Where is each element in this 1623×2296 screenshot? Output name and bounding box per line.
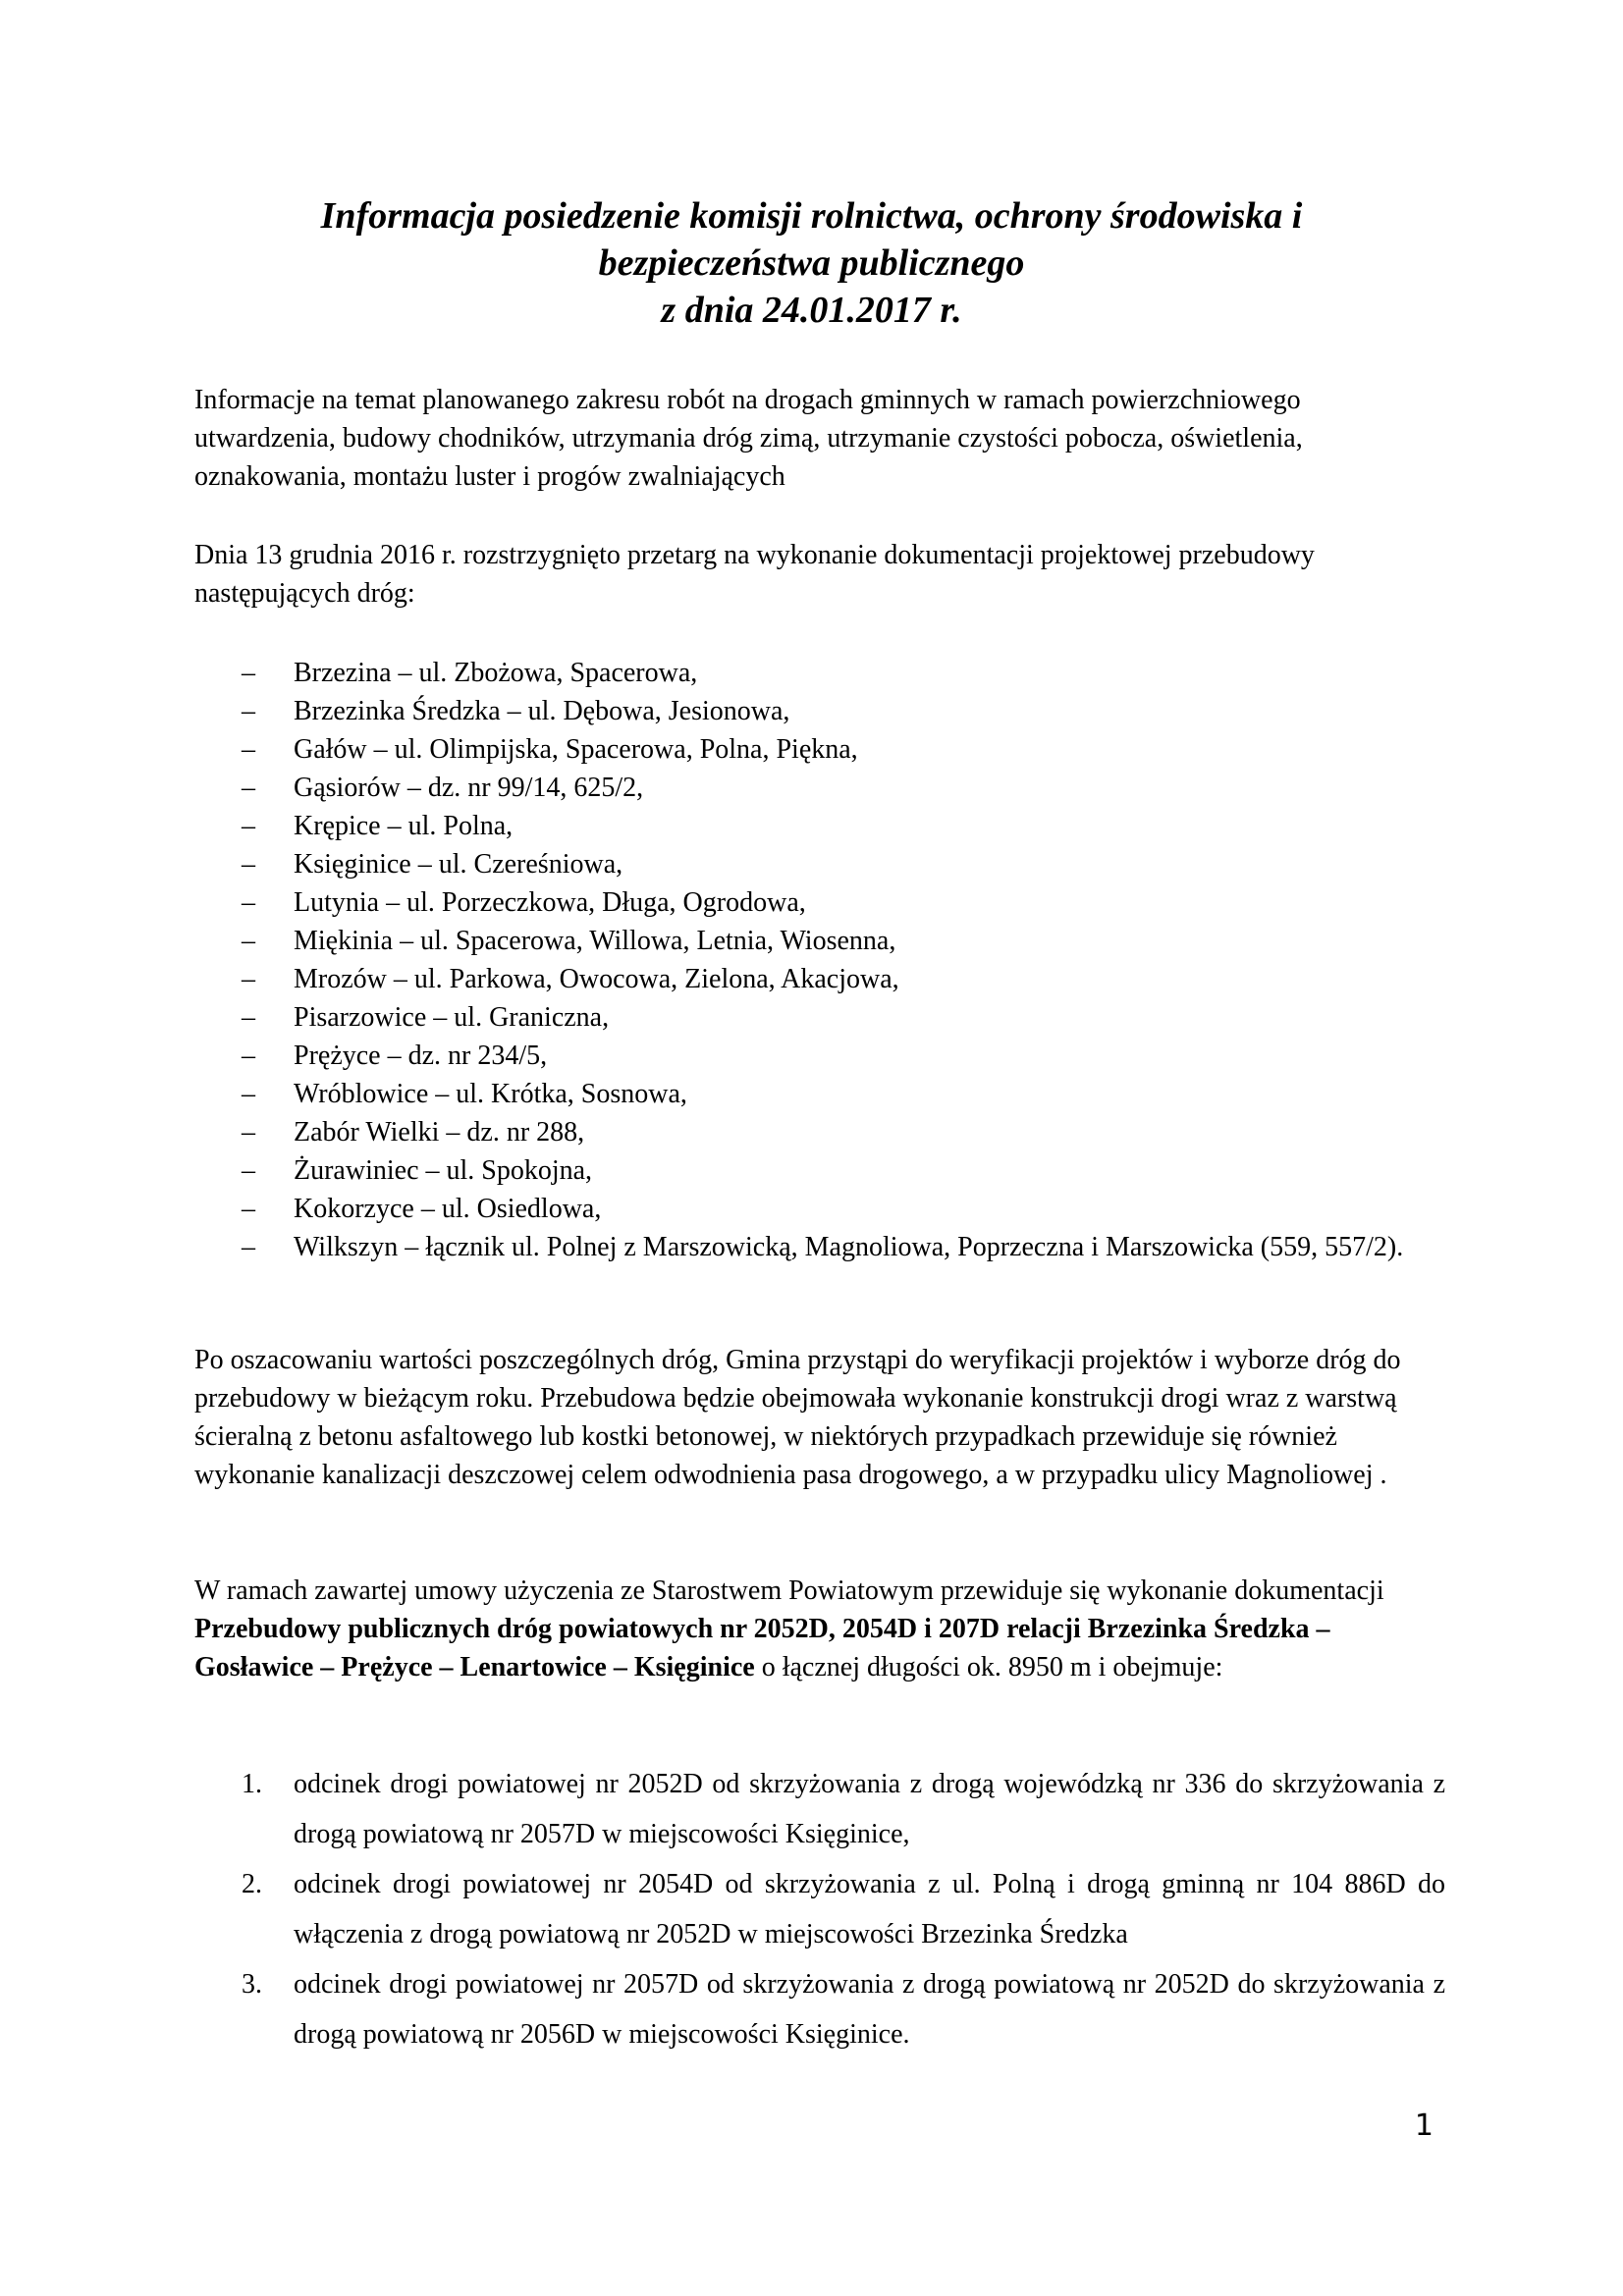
dash-bullet: – <box>242 1117 255 1148</box>
agreement-text-after: o łącznej długości ok. 8950 m i obejmuje: <box>754 1652 1223 1682</box>
list-item <box>242 998 1449 1037</box>
road-text: Żurawiniec – ul. Spokojna, <box>294 1155 593 1186</box>
road-text: Pisarzowice – ul. Graniczna, <box>294 1002 610 1033</box>
agreement-text-before: W ramach zawartej umowy użyczenia ze Starostwem Powiatowym przewiduje się wykonanie dokumentacji <box>194 1575 1384 1606</box>
list-item <box>242 769 1449 807</box>
list-number: 3. <box>242 1969 262 2000</box>
road-text: Wilkszyn – łącznik ul. Polnej z Marszowicką, Magnoliowa, Poprzeczna i Marszowicka (559, 557/2). <box>294 1232 1404 1262</box>
list-number: 1. <box>242 1769 262 1799</box>
section-text: odcinek drogi powiatowej nr 2052D od skrzyżowania z drogą wojewódzką nr 336 do skrzyżowania z drogą powiatową nr 2057D w miejscowości Księginice, <box>294 1769 1445 1849</box>
section-text: odcinek drogi powiatowej nr 2054D od skrzyżowania z ul. Polną i drogą gminną nr 104 886D do włączenia z drogą powiatową nr 2052D w miejscowości Brzezinka Średzka <box>294 1869 1445 1949</box>
dash-bullet: – <box>242 773 255 803</box>
road-text: Gąsiorów – dz. nr 99/14, 625/2, <box>294 773 644 803</box>
page-number: 1 <box>1414 2109 1434 2143</box>
list-item <box>242 1113 1449 1151</box>
list-item <box>242 922 1449 960</box>
dash-bullet: – <box>242 1194 255 1224</box>
list-item <box>242 1190 1449 1228</box>
estimation-paragraph: Po oszacowaniu wartości poszczególnych dróg, Gmina przystąpi do weryfikacji projektów i wyborze dróg do przebudowy w bieżącym roku. Przebudowa będzie obejmowała wykonanie konstrukcji drogi wraz z warstwą ścieralną z betonu asfaltowego lub kostki betonowej, w niektórych przypadkach przewiduje się również wykonanie kanalizacji deszczowej celem odwodnienia pasa drogowego, a w przypadku ulicy Magnoliowej . <box>194 1345 1401 1490</box>
document-title <box>0 192 1623 334</box>
dash-bullet: – <box>242 887 255 918</box>
road-text: Brzezinka Średzka – ul. Dębowa, Jesionowa, <box>294 696 790 726</box>
road-text: Miękinia – ul. Spacerowa, Willowa, Letnia, Wiosenna, <box>294 926 896 956</box>
dash-bullet: – <box>242 849 255 880</box>
list-item <box>242 1151 1449 1190</box>
road-text: Gałów – ul. Olimpijska, Spacerowa, Polna, Piękna, <box>294 734 858 765</box>
list-item <box>242 807 1449 845</box>
list-item <box>242 692 1449 730</box>
dash-bullet: – <box>242 1155 255 1186</box>
road-text: Prężyce – dz. nr 234/5, <box>294 1041 548 1071</box>
agreement-text-bold: Przebudowy publicznych dróg powiatowych nr 2052D, 2054D i 207D relacji Brzezinka Średzka – Gosławice – Prężyce – Lenartowice – Księginice <box>194 1614 1330 1682</box>
list-item <box>242 1037 1449 1075</box>
road-text: Zabór Wielki – dz. nr 288, <box>294 1117 585 1148</box>
list-item <box>242 1759 1445 1859</box>
dash-bullet: – <box>242 964 255 994</box>
dash-bullet: – <box>242 1079 255 1109</box>
tender-paragraph: Dnia 13 grudnia 2016 r. rozstrzygnięto przetarg na wykonanie dokumentacji projektowej przebudowy następujących dróg: <box>194 540 1315 609</box>
list-item <box>242 1959 1445 2059</box>
road-text: Mrozów – ul. Parkowa, Owocowa, Zielona, Akacjowa, <box>294 964 899 994</box>
agreement-paragraph <box>194 1572 1434 1686</box>
list-item <box>242 654 1449 692</box>
dash-bullet: – <box>242 1232 255 1262</box>
title-line-1: Informacja posiedzenie komisji rolnictwa, ochrony środowiska i <box>320 195 1303 237</box>
title-line-2: bezpieczeństwa publicznego <box>598 242 1025 284</box>
dash-bullet: – <box>242 926 255 956</box>
list-item <box>242 1075 1449 1113</box>
dash-bullet: – <box>242 734 255 765</box>
road-text: Kokorzyce – ul. Osiedlowa, <box>294 1194 602 1224</box>
road-text: Brzezina – ul. Zbożowa, Spacerowa, <box>294 658 698 688</box>
dash-bullet: – <box>242 811 255 841</box>
list-item <box>242 883 1449 922</box>
road-text: Lutynia – ul. Porzeczkowa, Długa, Ogrodowa, <box>294 887 806 918</box>
dash-bullet: – <box>242 696 255 726</box>
roads-list <box>242 654 1449 1266</box>
dash-bullet: – <box>242 1041 255 1071</box>
list-item <box>242 960 1449 998</box>
section-text: odcinek drogi powiatowej nr 2057D od skrzyżowania z drogą powiatową nr 2052D do skrzyżowania z drogą powiatową nr 2056D w miejscowości Księginice. <box>294 1969 1445 2050</box>
list-item <box>242 1228 1449 1266</box>
title-line-3: z dnia 24.01.2017 r. <box>661 290 962 331</box>
list-item <box>242 1859 1445 1959</box>
list-item <box>242 845 1449 883</box>
road-text: Krępice – ul. Polna, <box>294 811 514 841</box>
road-text: Wróblowice – ul. Krótka, Sosnowa, <box>294 1079 687 1109</box>
intro-paragraph: Informacje na temat planowanego zakresu robót na drogach gminnych w ramach powierzchniowego utwardzenia, budowy chodników, utrzymania dróg zimą, utrzymanie czystości pobocza, oświetlenia, oznakowania, montażu luster i progów zwalniających <box>194 385 1303 492</box>
list-number: 2. <box>242 1869 262 1899</box>
sections-list <box>242 1759 1445 2059</box>
list-item <box>242 730 1449 769</box>
dash-bullet: – <box>242 1002 255 1033</box>
road-text: Księginice – ul. Czereśniowa, <box>294 849 623 880</box>
dash-bullet: – <box>242 658 255 688</box>
